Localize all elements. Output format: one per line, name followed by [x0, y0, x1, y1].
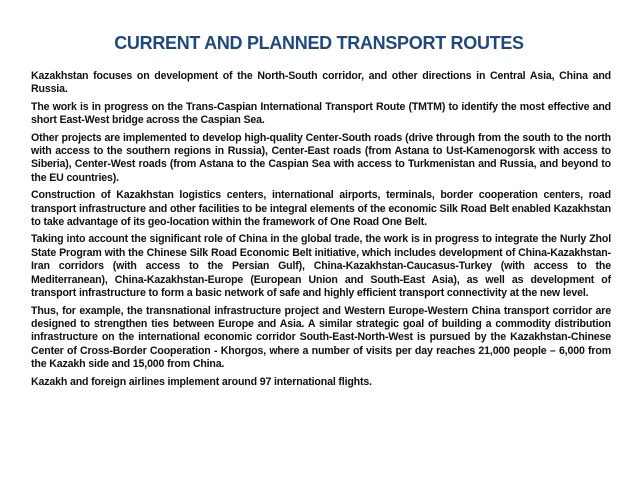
paragraph-khorgos: Thus, for example, the transnational infrastructure project and Western Europe-Western China transport corridor are designed to strengthen ties between Europe and Asia. A similar strategic goal of building a commodity distribution infrastructure on the international economic corridor South-East-North-West is pursued by the Kazakhstan-Chinese Center of Cross-Border Cooperation - Khorgos, where a number of visits per day reaches 21,000 people – 6,000 from the Kazakh side and 15,000 from China. [31, 304, 611, 371]
paragraph-north-south: Kazakhstan focuses on development of the North-South corridor, and other directions in Central Asia, China and Russia. [31, 70, 611, 96]
slide-title: CURRENT AND PLANNED TRANSPORT ROUTES [114, 33, 524, 53]
paragraph-china: Taking into account the significant role of China in the global trade, the work is in progress to integrate the Nurly Zhol State Program with the Chinese Silk Road Economic Belt initiative, which includes development of China-Kazakhstan-Iran corridors (with access to the Persian Gulf), China-Kazakhstan-Caucasus-Turkey (with access to the Mediterranean), China-Kazakhstan-Europe (European Union and South-East Asia), as well as development of transport infrastructure to form a basic network of safe and highly efficient transport connectivity at the new level. [31, 233, 611, 300]
paragraph-roads: Other projects are implemented to develop high-quality Center-South roads (drive through from the south to the north with access to the southern regions in Russia), Center-East roads (from Astana to Ust-Kamenogorsk with access to Siberia), Center-West roads (from Astana to the Caspian Sea with access to Turkmenistan and Russia, and beyond to the EU countries). [31, 131, 611, 184]
paragraph-tmtm: The work is in progress on the Trans-Caspian International Transport Route (TMTM) to identify the most effective and short East-West bridge across the Caspian Sea. [31, 100, 611, 127]
paragraph-logistics: Construction of Kazakhstan logistics centers, international airports, terminals, border cooperation centers, road transport infrastructure and other facilities to be integral elements of the economic Silk Road Belt enabled Kazakhstan to take advantage of its geo-location within the framework of One Road One Belt. [31, 189, 611, 229]
slide-body [31, 70, 611, 393]
paragraph-airlines: Kazakh and foreign airlines implement around 97 international flights. [31, 375, 372, 388]
